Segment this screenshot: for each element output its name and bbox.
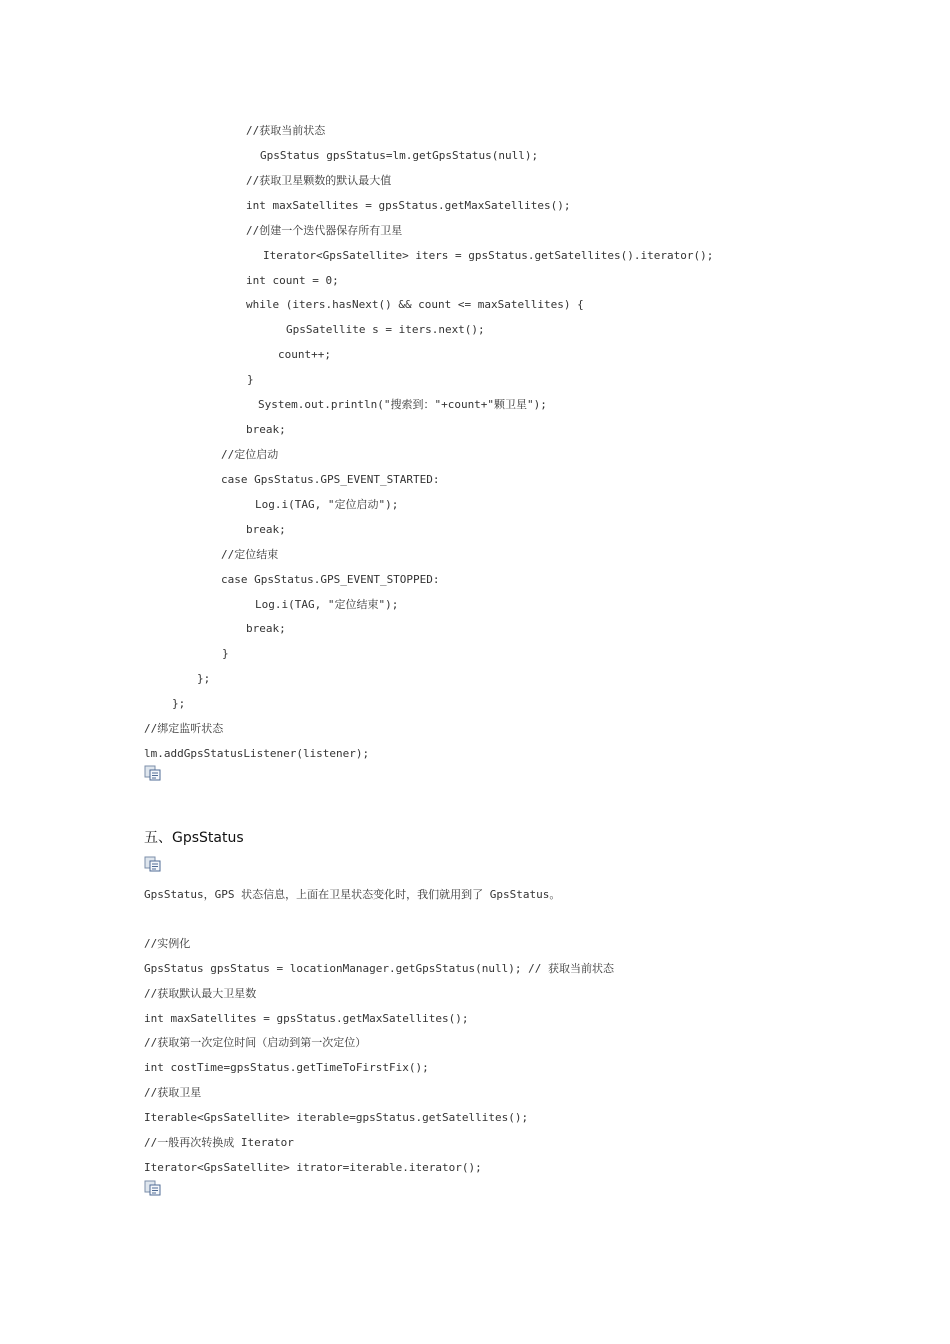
code-line: while (iters.hasNext() && count <= maxSatellites) {: [246, 298, 584, 311]
code-line: break;: [246, 523, 286, 536]
code-line: GpsStatus gpsStatus=lm.getGpsStatus(null);: [260, 149, 539, 162]
code-line: //创建一个迭代器保存所有卫星: [246, 224, 403, 237]
code-line: Log.i(TAG, "定位结束");: [255, 598, 399, 611]
code-line: //获取第一次定位时间（启动到第一次定位）: [144, 1036, 367, 1049]
copy-icon[interactable]: [144, 1180, 162, 1196]
code-line: //获取默认最大卫星数: [144, 987, 257, 1000]
code-line: //获取卫星: [144, 1086, 202, 1099]
code-line: //一般再次转换成 Iterator: [144, 1136, 294, 1149]
code-line: //实例化: [144, 937, 191, 950]
code-line: }: [222, 647, 229, 660]
code-line: };: [172, 697, 186, 710]
code-line: Iterable<GpsSatellite> iterable=gpsStatus.getSatellites();: [144, 1111, 529, 1124]
copy-icon[interactable]: [144, 856, 162, 872]
section-heading: 五、GpsStatus: [144, 830, 244, 846]
code-line: //定位启动: [221, 448, 279, 461]
code-line: break;: [246, 423, 286, 436]
code-line: //获取当前状态: [246, 124, 326, 137]
code-line: Iterator<GpsSatellite> itrator=iterable.iterator();: [144, 1161, 482, 1174]
code-line: break;: [246, 622, 286, 635]
code-line: //绑定监听状态: [144, 722, 224, 735]
code-line: count++;: [278, 348, 331, 361]
code-line: int costTime=gpsStatus.getTimeToFirstFix();: [144, 1061, 429, 1074]
code-line: int count = 0;: [246, 274, 339, 287]
code-line: GpsStatus gpsStatus = locationManager.getGpsStatus(null); // 获取当前状态: [144, 962, 614, 975]
section-description: GpsStatus，GPS 状态信息，上面在卫星状态变化时，我们就用到了 GpsStatus。: [144, 888, 561, 901]
code-line: Log.i(TAG, "定位启动");: [255, 498, 399, 511]
code-line: int maxSatellites = gpsStatus.getMaxSatellites();: [246, 199, 571, 212]
code-line: case GpsStatus.GPS_EVENT_STARTED:: [221, 473, 440, 486]
code-line: Iterator<GpsSatellite> iters = gpsStatus.getSatellites().iterator();: [263, 249, 714, 262]
code-line: }: [247, 373, 254, 386]
copy-icon[interactable]: [144, 765, 162, 781]
code-line: int maxSatellites = gpsStatus.getMaxSatellites();: [144, 1012, 469, 1025]
code-line: System.out.println("搜索到："+count+"颗卫星");: [258, 398, 547, 411]
code-line: lm.addGpsStatusListener(listener);: [144, 747, 370, 760]
code-line: case GpsStatus.GPS_EVENT_STOPPED:: [221, 573, 440, 586]
code-line: GpsSatellite s = iters.next();: [286, 323, 485, 336]
code-line: //定位结束: [221, 548, 279, 561]
code-line: //获取卫星颗数的默认最大值: [246, 174, 392, 187]
code-line: };: [197, 672, 211, 685]
